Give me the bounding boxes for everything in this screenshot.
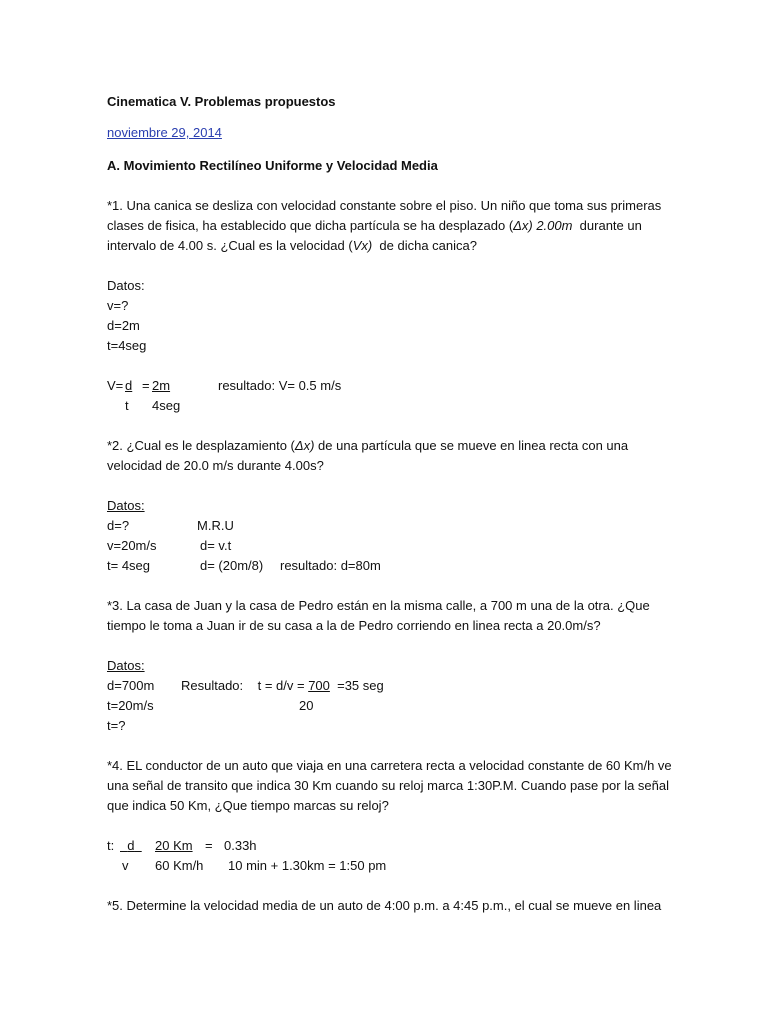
p1-line-2: clases de fisica, ha establecido que dicha partícula se ha desplazado (Δx) 2.00m durante un — [107, 218, 642, 233]
p1-d: d=2m — [107, 318, 140, 333]
p3-numerator: 700 — [308, 678, 330, 693]
section-heading: A. Movimiento Rectilíneo Uniforme y Velocidad Media — [107, 158, 438, 173]
p4-num-d: d — [127, 838, 135, 853]
p4-t-label: t: — [107, 838, 115, 853]
p1-resultado: resultado: V= 0.5 m/s — [218, 378, 342, 393]
p3-t: t=20m/s — [107, 698, 154, 713]
p5-line-1: *5. Determine la velocidad media de un auto de 4:00 p.m. a 4:45 p.m., el cual se mueve en linea — [107, 898, 662, 913]
p2-v: v=20m/s — [107, 538, 157, 553]
p2-mru: M.R.U — [197, 518, 234, 533]
p4-eq: = — [205, 838, 213, 853]
p2-resultado: resultado: d=80m — [280, 558, 381, 573]
p2-datos-label: Datos: — [107, 498, 145, 513]
p4-final: 10 min + 1.30km = 1:50 pm — [228, 858, 387, 873]
p1-formula-d: d — [125, 378, 133, 393]
p3-line-1: *3. La casa de Juan y la casa de Pedro están en la misma calle, a 700 m una de la otra. ¿Que — [107, 598, 650, 613]
p3-tq: t=? — [107, 718, 126, 733]
p3-line-2: tiempo le toma a Juan ir de su casa a la de Pedro corriendo en linea recta a 20.0m/s? — [107, 618, 601, 633]
p1-datos-label: Datos: — [107, 278, 145, 293]
p3-denominator: 20 — [299, 698, 314, 713]
p2-line-1: *2. ¿Cual es le desplazamiento (Δx) de una partícula que se mueve en linea recta con una — [107, 438, 629, 453]
document-title: Cinematica V. Problemas propuestos — [107, 94, 336, 109]
p4-num-20km: 20 Km — [155, 838, 193, 853]
date-link[interactable]: noviembre 29, 2014 — [107, 125, 222, 140]
p2-dvt: d= v.t — [200, 538, 232, 553]
p3-datos-label: Datos: — [107, 658, 145, 673]
p2-calc: d= (20m/8) — [200, 558, 264, 573]
p1-v: v=? — [107, 298, 129, 313]
p2-t: t= 4seg — [107, 558, 151, 573]
p1-line-1: *1. Una canica se desliza con velocidad constante sobre el piso. Un niño que toma sus primeras — [107, 198, 662, 213]
p4-line-2: una señal de transito que indica 30 Km cuando su reloj marca 1:30P.M. Cuando pase por la señal — [107, 778, 670, 793]
p2-d: d=? — [107, 518, 130, 533]
p4-den-60: 60 Km/h — [155, 858, 204, 873]
p2-line-2: velocidad de 20.0 m/s durante 4.00s? — [107, 458, 324, 473]
p1-formula-eq: = — [142, 378, 150, 393]
p1-formula-2m: 2m — [152, 378, 171, 393]
p3-d: d=700m — [107, 678, 155, 693]
p4-result: 0.33h — [224, 838, 257, 853]
p4-line-1: *4. EL conductor de un auto que viaja en una carretera recta a velocidad constante de 60 Km/h ve — [107, 758, 672, 773]
p1-den-4seg: 4seg — [152, 398, 181, 413]
p4-den-v: v — [122, 858, 129, 873]
p1-den-t: t — [125, 398, 129, 413]
p1-formula-v: V= — [107, 378, 124, 393]
p4-line-3: que indica 50 Km, ¿Que tiempo marcas su reloj? — [107, 798, 389, 813]
p1-t: t=4seg — [107, 338, 147, 353]
p1-line-3: intervalo de 4.00 s. ¿Cual es la velocidad (Vx) de dicha canica? — [107, 238, 477, 253]
p3-resultado: Resultado: t = d/v = 700 =35 seg — [181, 678, 384, 693]
